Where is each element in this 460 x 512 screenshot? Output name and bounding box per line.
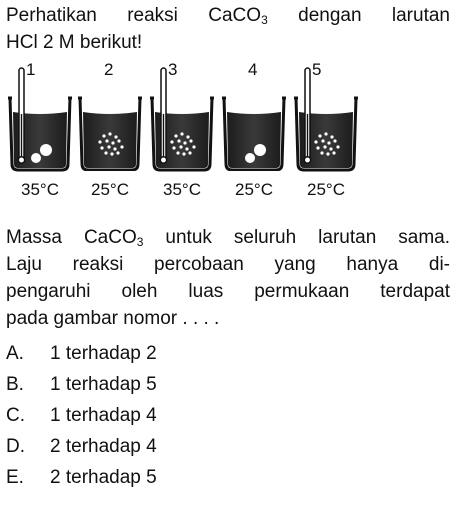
- beaker-temperature: 35°C: [163, 180, 201, 199]
- caco3-powder-grain: [117, 139, 120, 142]
- question-intro: [6, 2, 450, 56]
- caco3-lump: [31, 153, 41, 163]
- beaker-temperature: 25°C: [91, 180, 129, 199]
- caco3-powder-grain: [100, 146, 103, 149]
- caco3-powder-grain: [110, 152, 113, 155]
- caco3-powder-grain: [111, 141, 114, 144]
- intro-text-post: dengan larutan: [267, 5, 450, 26]
- beakers-figure: [0, 60, 460, 210]
- caco3-lump: [245, 153, 255, 163]
- beaker-2: [78, 96, 142, 171]
- option-e[interactable]: [6, 462, 446, 493]
- caco3-powder-grain: [192, 145, 195, 148]
- answer-options: [6, 338, 446, 493]
- caco3-powder-grain: [120, 145, 123, 148]
- option-letter: E.: [6, 467, 24, 488]
- subscript: 3: [261, 13, 268, 27]
- beaker-number: 4: [248, 60, 258, 79]
- caco3-powder-grain: [188, 151, 191, 154]
- beaker-temperature: 25°C: [235, 180, 273, 199]
- option-text: 1 terhadap 5: [50, 374, 157, 395]
- solution: [83, 112, 137, 168]
- option-letter: C.: [6, 405, 25, 426]
- question-body: [6, 224, 450, 332]
- beaker-temperature: 25°C: [307, 180, 345, 199]
- caco3-powder-grain: [327, 141, 330, 144]
- beaker-1: [8, 96, 72, 171]
- caco3-powder-grain: [104, 151, 107, 154]
- beaker-number: 3: [168, 60, 178, 79]
- subscript: 3: [136, 235, 144, 249]
- caco3-powder-grain: [113, 147, 116, 150]
- option-a[interactable]: [6, 338, 446, 369]
- beaker-4: [222, 96, 286, 171]
- caco3-powder-grain: [189, 139, 192, 142]
- caco3-powder-grain: [336, 145, 339, 148]
- body-text: Massa CaCO: [6, 227, 137, 248]
- caco3-powder-grain: [98, 140, 101, 143]
- option-b[interactable]: [6, 369, 446, 400]
- beaker-graphic: [222, 96, 286, 171]
- beaker-graphic: [8, 96, 72, 171]
- caco3-lump: [254, 144, 266, 156]
- caco3-powder-grain: [116, 151, 119, 154]
- body-line-2: Laju reaksi percobaan yang hanya di-: [6, 254, 450, 275]
- option-text: 1 terhadap 2: [50, 343, 157, 364]
- caco3-powder-grain: [180, 132, 183, 135]
- caco3-powder-grain: [176, 151, 179, 154]
- caco3-powder-grain: [179, 145, 182, 148]
- caco3-lump: [40, 144, 52, 156]
- beaker-number: 2: [104, 60, 114, 79]
- beaker-number: 5: [312, 60, 322, 79]
- caco3-powder-grain: [323, 145, 326, 148]
- caco3-powder-grain: [321, 139, 324, 142]
- option-text: 2 terhadap 4: [50, 436, 157, 457]
- caco3-powder-grain: [320, 151, 323, 154]
- option-c[interactable]: [6, 400, 446, 431]
- body-text-post: untuk seluruh larutan sama.: [143, 227, 450, 248]
- body-line-3: pengaruhi oleh luas permukaan terdapat: [6, 281, 450, 302]
- intro-line-2: HCl 2 M berikut!: [6, 32, 143, 53]
- option-text: 1 terhadap 4: [50, 405, 157, 426]
- caco3-powder-grain: [172, 146, 175, 149]
- beaker-3: [150, 96, 214, 171]
- caco3-powder-grain: [108, 132, 111, 135]
- caco3-powder-grain: [174, 134, 177, 137]
- option-d[interactable]: [6, 431, 446, 462]
- caco3-powder-grain: [186, 135, 189, 138]
- caco3-powder-grain: [105, 139, 108, 142]
- caco3-powder-grain: [183, 141, 186, 144]
- caco3-powder-grain: [330, 135, 333, 138]
- beaker-temperature: 35°C: [21, 180, 59, 199]
- caco3-powder-grain: [329, 147, 332, 150]
- caco3-powder-grain: [318, 134, 321, 137]
- caco3-powder-grain: [182, 152, 185, 155]
- beaker-graphic: [294, 96, 358, 171]
- beaker-graphic: [78, 96, 142, 171]
- intro-text: Perhatikan reaksi CaCO: [6, 5, 262, 26]
- caco3-powder-grain: [170, 140, 173, 143]
- caco3-powder-grain: [107, 145, 110, 148]
- caco3-powder-grain: [316, 146, 319, 149]
- option-text: 2 terhadap 5: [50, 467, 157, 488]
- body-line-4: pada gambar nomor . . . .: [6, 308, 220, 329]
- caco3-powder-grain: [102, 134, 105, 137]
- beaker-graphic: [150, 96, 214, 171]
- caco3-powder-grain: [324, 132, 327, 135]
- option-letter: A.: [6, 343, 24, 364]
- intro-line-1: [6, 2, 450, 29]
- caco3-powder-grain: [114, 135, 117, 138]
- body-line-1: [6, 224, 450, 251]
- caco3-powder-grain: [185, 147, 188, 150]
- caco3-powder-grain: [177, 139, 180, 142]
- beaker-5: [294, 96, 358, 171]
- caco3-powder-grain: [332, 151, 335, 154]
- option-letter: D.: [6, 436, 25, 457]
- option-letter: B.: [6, 374, 24, 395]
- beaker-number: 1: [26, 60, 36, 79]
- caco3-powder-grain: [333, 139, 336, 142]
- caco3-powder-grain: [326, 152, 329, 155]
- caco3-powder-grain: [314, 140, 317, 143]
